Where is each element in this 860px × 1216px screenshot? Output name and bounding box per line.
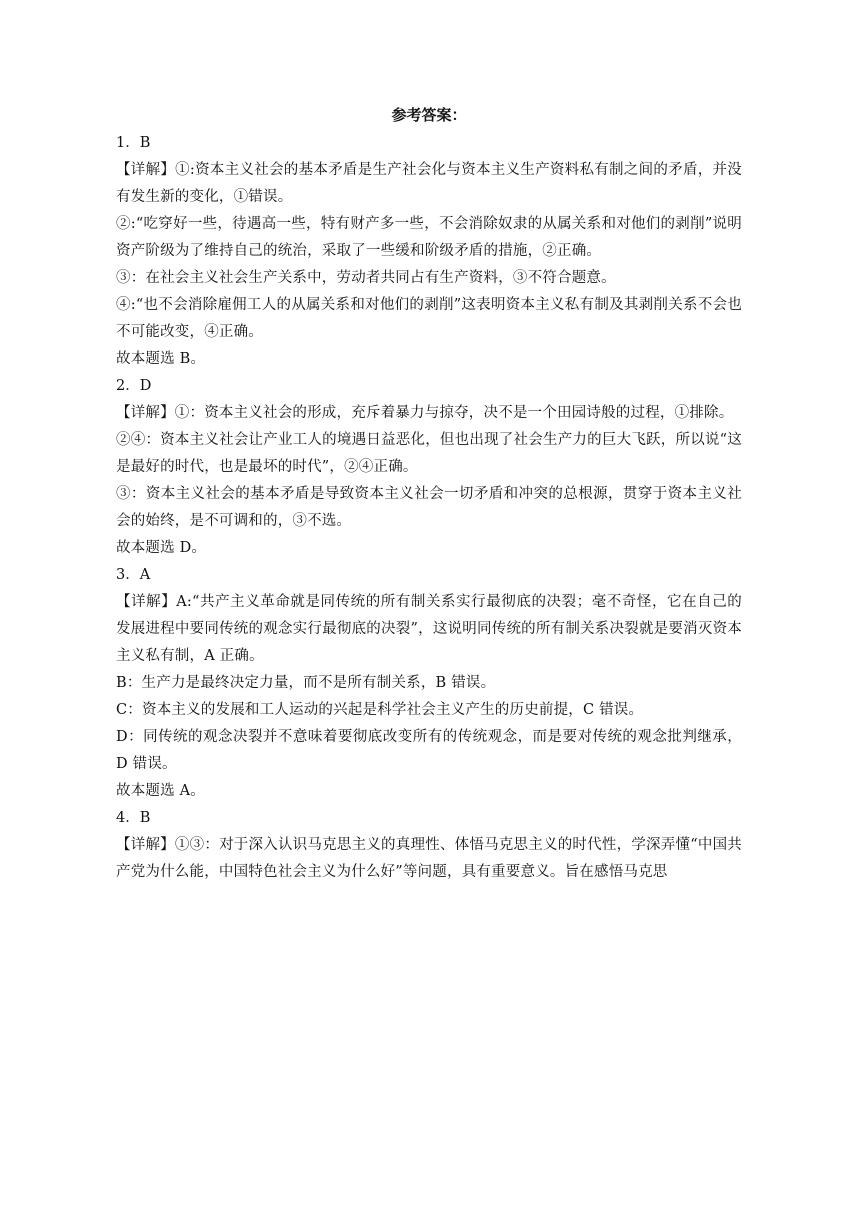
- answer-number: 2．D: [116, 378, 152, 394]
- answer-block-4: [116, 805, 742, 886]
- explanation-paragraph: 【详解】A:“共产主义革命就是同传统的所有制关系实行最彻底的决裂；毫不奇怪，它在自己的发展进程中要同传统的观念实行最彻底的决裂”，这说明同传统的所有制关系决裂就是要消灭资本主义私有制，A 正确。: [116, 594, 742, 664]
- explanation-paragraph: B：生产力是最终决定力量，而不是所有制关系，B 错误。: [116, 675, 496, 691]
- answer-block-1: [116, 130, 742, 373]
- answer-number: 3．A: [116, 567, 151, 583]
- explanation-paragraph: ②④：资本主义社会让产业工人的境遇日益恶化，但也出现了社会生产力的巨大飞跃，所以说“这是最好的时代，也是最坏的时代”，②④正确。: [116, 432, 742, 475]
- conclusion-line: 故本题选 A。: [116, 783, 205, 799]
- explanation-paragraph: ④:“也不会消除雇佣工人的从属关系和对他们的剥削”这表明资本主义私有制及其剥削关系不会也不可能改变，④正确。: [116, 297, 742, 340]
- answer-block-3: [116, 562, 742, 805]
- explanation-paragraph: 【详解】①：资本主义社会的形成，充斥着暴力与掠夺，决不是一个田园诗般的过程，①排除。: [116, 405, 734, 421]
- conclusion-line: 故本题选 B。: [116, 351, 206, 367]
- explanation-paragraph: ③：资本主义社会的基本矛盾是导致资本主义社会一切矛盾和冲突的总根源，贯穿于资本主义社会的始终，是不可调和的，③不选。: [116, 486, 742, 529]
- explanation-paragraph: C：资本主义的发展和工人运动的兴起是科学社会主义产生的历史前提，C 错误。: [116, 702, 644, 718]
- document-title: 参考答案：: [391, 106, 467, 124]
- conclusion-line: 故本题选 D。: [116, 540, 207, 556]
- answer-number: 4．B: [116, 810, 151, 826]
- explanation-paragraph: ③：在社会主义社会生产关系中，劳动者共同占有生产资料，③不符合题意。: [116, 270, 616, 286]
- answer-number: 1．B: [116, 135, 151, 151]
- answer-document: [116, 100, 742, 886]
- explanation-paragraph: D：同传统的观念决裂并不意味着要彻底改变所有的传统观念，而是要对传统的观念批判继承，D 错误。: [116, 729, 742, 772]
- answer-block-2: [116, 373, 742, 562]
- explanation-paragraph: ②:“吃穿好一些，待遇高一些，特有财产多一些，不会消除奴隶的从属关系和对他们的剥削”说明资产阶级为了维持自己的统治，采取了一些缓和阶级矛盾的措施，②正确。: [116, 216, 742, 259]
- explanation-paragraph: 【详解】①③：对于深入认识马克思主义的真理性、体悟马克思主义的时代性，学深弄懂“中国共产党为什么能，中国特色社会主义为什么好”等问题，具有重要意义。旨在感悟马克思: [116, 837, 742, 880]
- explanation-paragraph: 【详解】①:资本主义社会的基本矛盾是生产社会化与资本主义生产资料私有制之间的矛盾，并没有发生新的变化，①错误。: [116, 162, 742, 205]
